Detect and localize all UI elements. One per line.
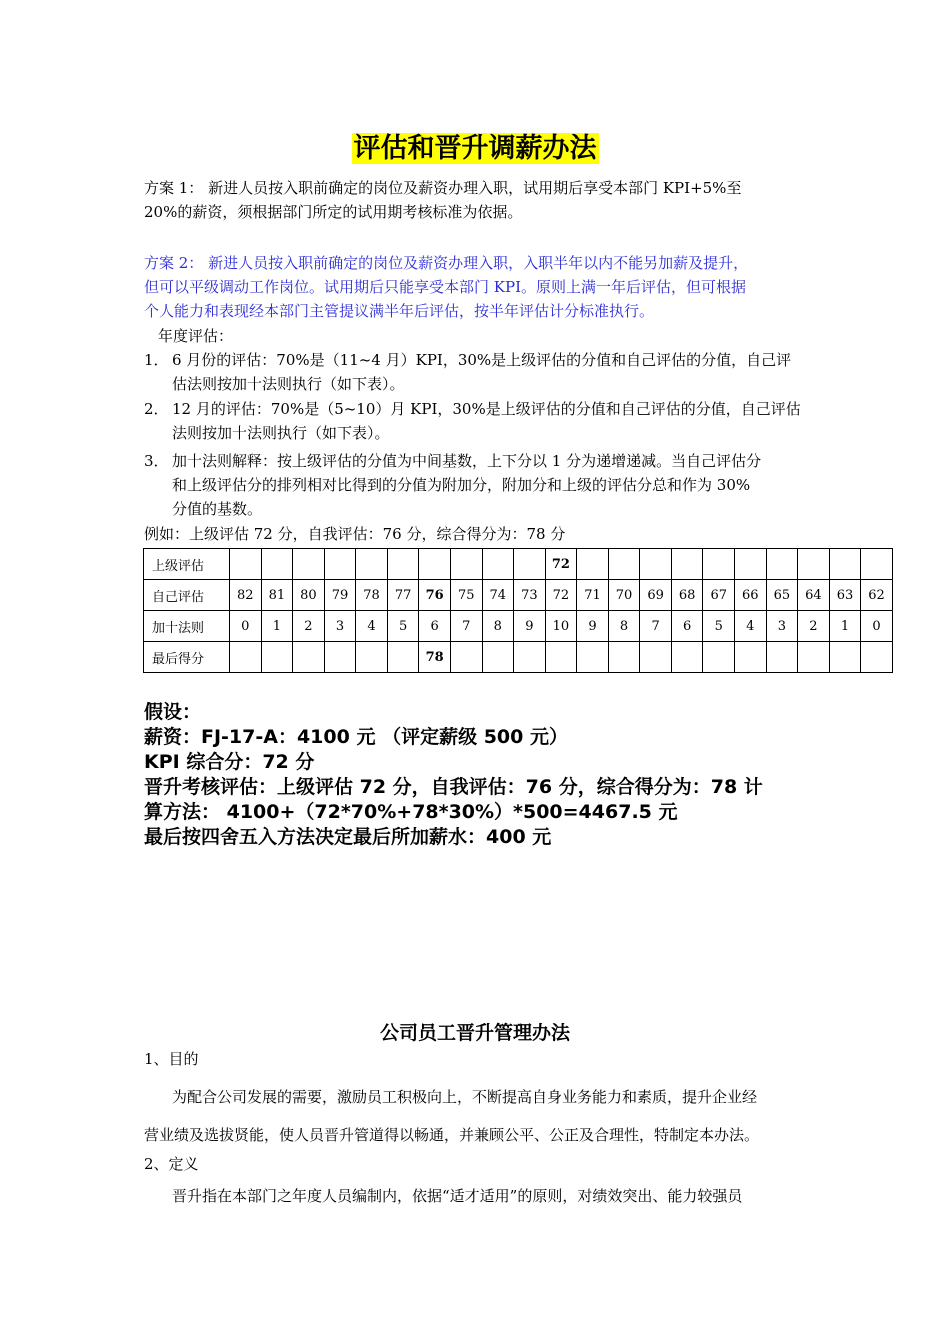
table-cell: 70 — [608, 580, 640, 611]
table-cell — [798, 549, 830, 580]
table-cell — [861, 642, 893, 673]
table-cell: 8 — [608, 611, 640, 642]
table-cell: 64 — [798, 580, 830, 611]
table-cell — [514, 642, 546, 673]
table-cell — [671, 549, 703, 580]
table-cell: 65 — [766, 580, 798, 611]
table-cell — [450, 549, 482, 580]
section2-title: 公司员工晋升管理办法 — [379, 1022, 570, 1044]
plan2-line1: 方案 2： 新进人员按入职前确定的岗位及薪资办理入职，入职半年以内不能另加薪及提升， — [144, 254, 749, 272]
table-cell — [766, 549, 798, 580]
list-item-line: 加十法则解释：按上级评估的分值为中间基数，上下分以 1 分为递增递减。当自己评估分 — [172, 452, 762, 470]
list-item-number: 1． — [144, 351, 169, 369]
table-cell — [577, 549, 609, 580]
table-cell — [419, 549, 451, 580]
table-cell: 3 — [324, 611, 356, 642]
table-cell — [324, 549, 356, 580]
assumption-evaluation: 晋升考核评估：上级评估 72 分，自我评估：76 分，综合得分为：78 计 — [144, 776, 763, 798]
assumption-kpi: KPI 综合分：72 分 — [144, 751, 315, 773]
row-label: 加十法则 — [144, 611, 230, 642]
table-cell — [230, 549, 262, 580]
list-item-2 — [144, 397, 812, 445]
table-cell: 78 — [356, 580, 388, 611]
table-cell — [671, 642, 703, 673]
purpose-line2: 营业绩及选拔贤能，使人员晋升管道得以畅通，并兼顾公平、公正及合理性，特制定本办法。 — [144, 1126, 760, 1144]
table-cell: 7 — [640, 611, 672, 642]
list-item-1 — [144, 348, 812, 396]
table-row-superior — [144, 549, 893, 580]
final-score-cell: 78 — [419, 642, 451, 673]
table-cell — [608, 642, 640, 673]
table-cell — [703, 549, 735, 580]
annual-evaluation-label: 年度评估： — [158, 327, 234, 345]
table-cell: 77 — [387, 580, 419, 611]
row-label: 自己评估 — [144, 580, 230, 611]
table-cell: 3 — [766, 611, 798, 642]
table-cell: 69 — [640, 580, 672, 611]
assumption-block — [144, 700, 824, 850]
table-cell: 4 — [735, 611, 767, 642]
table-cell — [545, 642, 577, 673]
table-cell — [640, 549, 672, 580]
table-cell: 2 — [293, 611, 325, 642]
table-cell: 79 — [324, 580, 356, 611]
section2-purpose-paragraph — [144, 1078, 812, 1154]
table-cell — [450, 642, 482, 673]
table-cell — [261, 549, 293, 580]
table-cell — [735, 549, 767, 580]
table-cell — [387, 549, 419, 580]
table-cell: 9 — [577, 611, 609, 642]
superior-score-cell: 72 — [545, 549, 577, 580]
list-item-line: 分值的基数。 — [172, 500, 263, 518]
table-cell: 6 — [419, 611, 451, 642]
list-item-line: 12 月的评估：70%是（5~10）月 KPI，30%是上级评估的分值和自己评估的分值，自己评估 — [172, 400, 801, 418]
table-cell: 8 — [482, 611, 514, 642]
table-cell: 4 — [356, 611, 388, 642]
list-item-number: 2． — [144, 400, 169, 418]
purpose-line1: 为配合公司发展的需要，激励员工积极向上，不断提高自身业务能力和素质，提升企业经 — [172, 1088, 758, 1106]
evaluation-table — [143, 548, 893, 673]
table-cell — [324, 642, 356, 673]
title-highlight: 评估和晋升调薪办法 — [353, 133, 597, 164]
table-cell — [861, 549, 893, 580]
table-cell — [482, 549, 514, 580]
row-label: 最后得分 — [144, 642, 230, 673]
list-item-line: 法则按加十法则执行（如下表）。 — [172, 424, 390, 442]
table-cell — [703, 642, 735, 673]
table-cell: 63 — [829, 580, 861, 611]
table-cell: 73 — [514, 580, 546, 611]
table-cell: 80 — [293, 580, 325, 611]
table-cell — [577, 642, 609, 673]
table-cell — [766, 642, 798, 673]
table-cell — [293, 642, 325, 673]
table-cell: 5 — [703, 611, 735, 642]
table-cell — [356, 642, 388, 673]
table-cell — [230, 642, 262, 673]
assumption-salary: 薪资：FJ-17-A：4100 元 （评定薪级 500 元） — [144, 726, 568, 748]
table-cell: 5 — [387, 611, 419, 642]
table-cell — [829, 549, 861, 580]
table-cell: 68 — [671, 580, 703, 611]
plan1-paragraph — [144, 176, 812, 224]
table-cell — [261, 642, 293, 673]
table-cell — [356, 549, 388, 580]
table-cell: 6 — [671, 611, 703, 642]
row-label: 上级评估 — [144, 549, 230, 580]
plan1-line2: 20%的薪资，须根据部门所定的试用期考核标准为依据。 — [144, 203, 523, 221]
document-title — [0, 130, 950, 168]
section2-heading-definition: 2、定义 — [144, 1155, 199, 1173]
assumption-result: 最后按四舍五入方法决定最后所加薪水：400 元 — [144, 826, 552, 848]
table-cell: 67 — [703, 580, 735, 611]
table-cell — [482, 642, 514, 673]
table-cell: 1 — [829, 611, 861, 642]
definition-line1: 晋升指在本部门之年度人员编制内，依据“适才适用”的原则，对绩效突出、能力较强员 — [172, 1187, 743, 1205]
table-cell: 75 — [450, 580, 482, 611]
assumption-heading: 假设： — [144, 701, 202, 723]
table-cell — [735, 642, 767, 673]
list-item-line: 和上级评估分的排列相对比得到的分值为附加分，附加分和上级的评估分总和作为 30% — [172, 476, 751, 494]
table-cell: 71 — [577, 580, 609, 611]
table-cell: 0 — [230, 611, 262, 642]
table-cell: 1 — [261, 611, 293, 642]
table-cell — [387, 642, 419, 673]
list-item-3 — [144, 449, 812, 521]
table-cell: 9 — [514, 611, 546, 642]
plan2-line3: 个人能力和表现经本部门主管提议满半年后评估，按半年评估计分标准执行。 — [144, 302, 655, 320]
table-cell — [640, 642, 672, 673]
self-score-highlight-cell: 76 — [419, 580, 451, 611]
table-cell: 74 — [482, 580, 514, 611]
plan1-line1: 方案 1： 新进人员按入职前确定的岗位及薪资办理入职，试用期后享受本部门 KPI+5%至 — [144, 179, 742, 197]
table-cell: 2 — [798, 611, 830, 642]
table-cell — [829, 642, 861, 673]
table-row-final — [144, 642, 893, 673]
table-cell: 62 — [861, 580, 893, 611]
table-cell — [293, 549, 325, 580]
table-row-plus-ten — [144, 611, 893, 642]
list-item-line: 估法则按加十法则执行（如下表）。 — [172, 375, 405, 393]
list-item-line: 6 月份的评估：70%是（11~4 月）KPI，30%是上级评估的分值和自己评估的分值，自己评 — [172, 351, 792, 369]
assumption-formula: 算方法： 4100+（72*70%+78*30%）*500=4467.5 元 — [144, 801, 678, 823]
plan2-line2: 但可以平级调动工作岗位。试用期后只能享受本部门 KPI。原则上满一年后评估，但可根据 — [144, 278, 746, 296]
example-line: 例如：上级评估 72 分，自我评估：76 分，综合得分为：78 分 — [144, 525, 566, 543]
table-cell: 66 — [735, 580, 767, 611]
list-item-number: 3． — [144, 452, 169, 470]
table-cell: 72 — [545, 580, 577, 611]
table-cell: 7 — [450, 611, 482, 642]
table-cell — [798, 642, 830, 673]
table-cell: 82 — [230, 580, 262, 611]
table-cell: 10 — [545, 611, 577, 642]
table-cell: 81 — [261, 580, 293, 611]
section2-heading-purpose: 1、目的 — [144, 1050, 199, 1068]
table-row-self — [144, 580, 893, 611]
plan2-paragraph — [144, 251, 812, 323]
table-cell — [514, 549, 546, 580]
table-cell: 0 — [861, 611, 893, 642]
table-cell — [608, 549, 640, 580]
